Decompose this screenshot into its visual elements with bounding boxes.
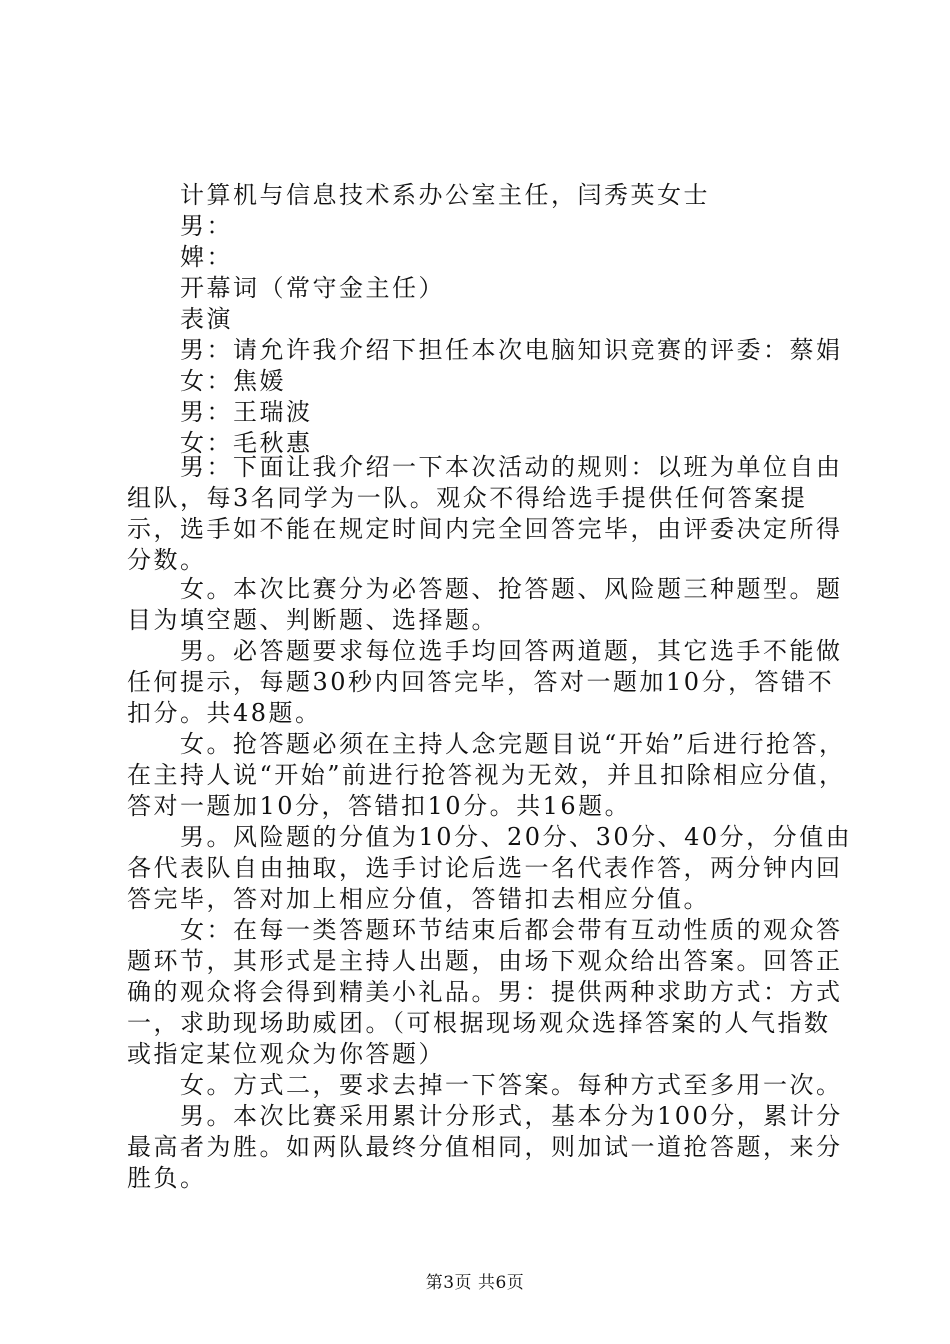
paragraph: 男。本次比赛采用累计分形式，基本分为100分，累计分最高者为胜。如两队最终分值相同，则加试一道抢答题，来分胜负。 [127,1102,843,1192]
page-footer: 第3页 共6页 [425,1273,525,1293]
text-line: 女：毛秋惠 [180,429,313,457]
text-line: 婢： [180,243,233,271]
text-line: 计算机与信息技术系办公室主任，闫秀英女士 [180,181,710,209]
paragraph: 女。方式二，要求去掉一下答案。每种方式至多用一次。 [180,1071,843,1099]
text-line: 男：请允许我介绍下担任本次电脑知识竞赛的评委：蔡娟 [180,336,843,364]
paragraph: 男：下面让我介绍一下本次活动的规则：以班为单位自由组队，每3名同学为一队。观众不得给选手提供任何答案提示，选手如不能在规定时间内完全回答完毕，由评委决定所得分数。 [127,453,843,574]
text-line: 开幕词（常守金主任） [180,274,445,302]
rules-body [127,574,853,1194]
text-line: 女：焦媛 [180,367,286,395]
text-line: 表演 [180,305,233,333]
paragraph: 女：在每一类答题环节结束后都会带有互动性质的观众答题环节，其形式是主持人出题，由场下观众给出答案。回答正确的观众将会得到精美小礼品。男：提供两种求助方式：方式一，求助现场助威团。（可根据现场观众选择答案的人气指数或指定某位观众为你答题） [127,916,843,1068]
text-line: 男： [180,212,233,240]
paragraph: 男。必答题要求每位选手均回答两道题，其它选手不能做任何提示，每题30秒内回答完毕，答对一题加10分，答错不扣分。共48题。 [127,637,843,727]
rules-paragraph [127,452,853,576]
paragraph: 女。抢答题必须在主持人念完题目说“开始”后进行抢答，在主持人说“开始”前进行抢答视为无效，并且扣除相应分值，答对一题加10分，答错扣10分。共16题。 [127,730,846,820]
text-line: 男：王瑞波 [180,398,313,426]
paragraph: 男。风险题的分值为10分、20分、30分、40分，分值由各代表队自由抽取，选手讨论后选一名代表作答，两分钟内回答完毕，答对加上相应分值，答错扣去相应分值。 [127,823,853,913]
paragraph: 女。本次比赛分为必答题、抢答题、风险题三种题型。题目为填空题、判断题、选择题。 [127,575,843,634]
intro-lines [127,180,853,459]
